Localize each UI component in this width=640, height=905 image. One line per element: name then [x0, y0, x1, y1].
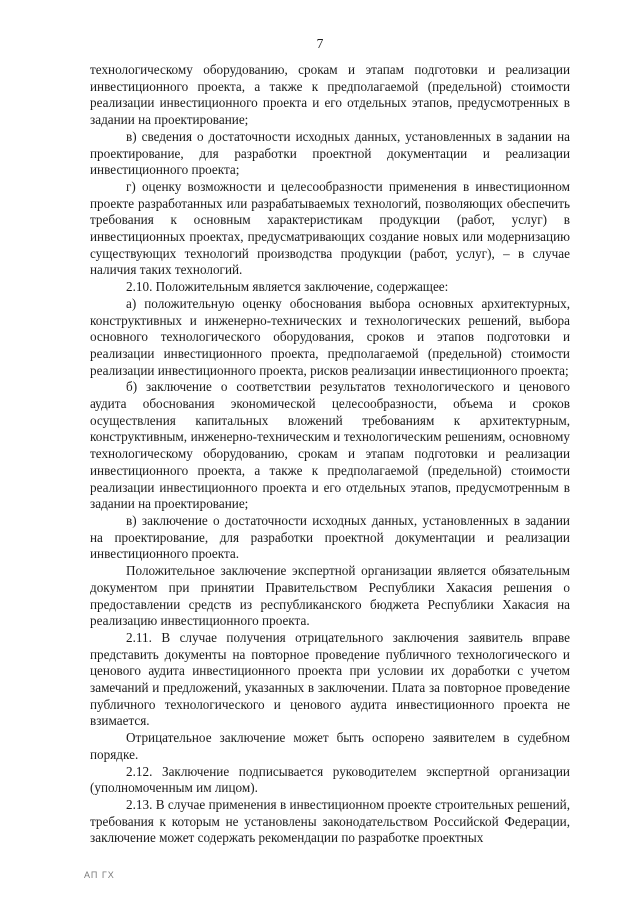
paragraph: а) положительную оценку обоснования выбора основных архитектурных, конструктивных и инженерно-технических и технологических решений, выбора основного технологического оборудования, сроков и этапов подготовки и реализации инвестиционного проекта, предполагаемой (предельной) стоимости реализации инвестиционного проекта, рисков реализации инвестиционного проекта;	[90, 295, 570, 378]
paragraph: 2.13. В случае применения в инвестиционном проекте строительных решений, требования к которым не установлены законодательством Российской Федерации, заключение может содержать рекомендации по разработке проектных	[90, 796, 570, 846]
paragraph: технологическому оборудованию, срокам и этапам подготовки и реализации инвестиционного проекта, а также к предполагаемой (предельной) стоимости реализации инвестиционного проекта и его отдельных этапов, предусмотренных в задании на проектирование;	[90, 62, 570, 128]
paragraph: 2.12. Заключение подписывается руководителем экспертной организации (уполномоченным им лицом).	[90, 763, 570, 796]
paragraph: в) сведения о достаточности исходных данных, установленных в задании на проектирование, для разработки проектной документации и реализации инвестиционного проекта;	[90, 128, 570, 178]
paragraph: в) заключение о достаточности исходных данных, установленных в задании на проектирование, для разработки проектной документации и реализации инвестиционного проекта.	[90, 512, 570, 562]
document-body	[90, 62, 570, 847]
paragraph: Положительное заключение экспертной организации является обязательным документом при принятии Правительством Республики Хакасия решения о предоставлении средств из республиканского бюджета Республики Хакасия на реализацию инвестиционного проекта.	[90, 563, 570, 629]
paragraph: б) заключение о соответствии результатов технологического и ценового аудита обоснования экономической целесообразности, объема и сроков осуществления капитальных вложений требованиям к архитектурным, конструктивным, инженерно-техническим и технологическим решениям, основному технологическому оборудованию, срокам и этапам подготовки и реализации инвестиционного проекта, а также к предполагаемой (предельной) стоимости реализации инвестиционного проекта и его отдельных этапов, предусмотренным в задании на проектирование;	[90, 379, 570, 512]
paragraph: 2.10. Положительным является заключение, содержащее:	[126, 279, 449, 295]
paragraph: 2.11. В случае получения отрицательного заключения заявитель вправе представить документы на повторное проведение публичного технологического и ценового аудита инвестиционного проекта при условии их доработки с учетом замечаний и предложений, указанных в заключении. Плата за повторное проведение публичного технологического и ценового аудита инвестиционного проекта не взимается.	[90, 629, 570, 729]
paragraph: Отрицательное заключение может быть оспорено заявителем в судебном порядке.	[90, 730, 570, 762]
footer-mark: АП ГХ	[84, 870, 115, 880]
page-number: 7	[316, 36, 324, 51]
paragraph: г) оценку возможности и целесообразности применения в инвестиционном проекте разработанных или разрабатываемых технологий, позволяющих обеспечить требования к основным характеристикам продукции (работ, услуг) в инвестиционных проектах, предусматривающих создание новых или модернизацию существующих технологий производства продукции (работ, услуг), – в случае наличия таких технологий.	[90, 178, 570, 278]
